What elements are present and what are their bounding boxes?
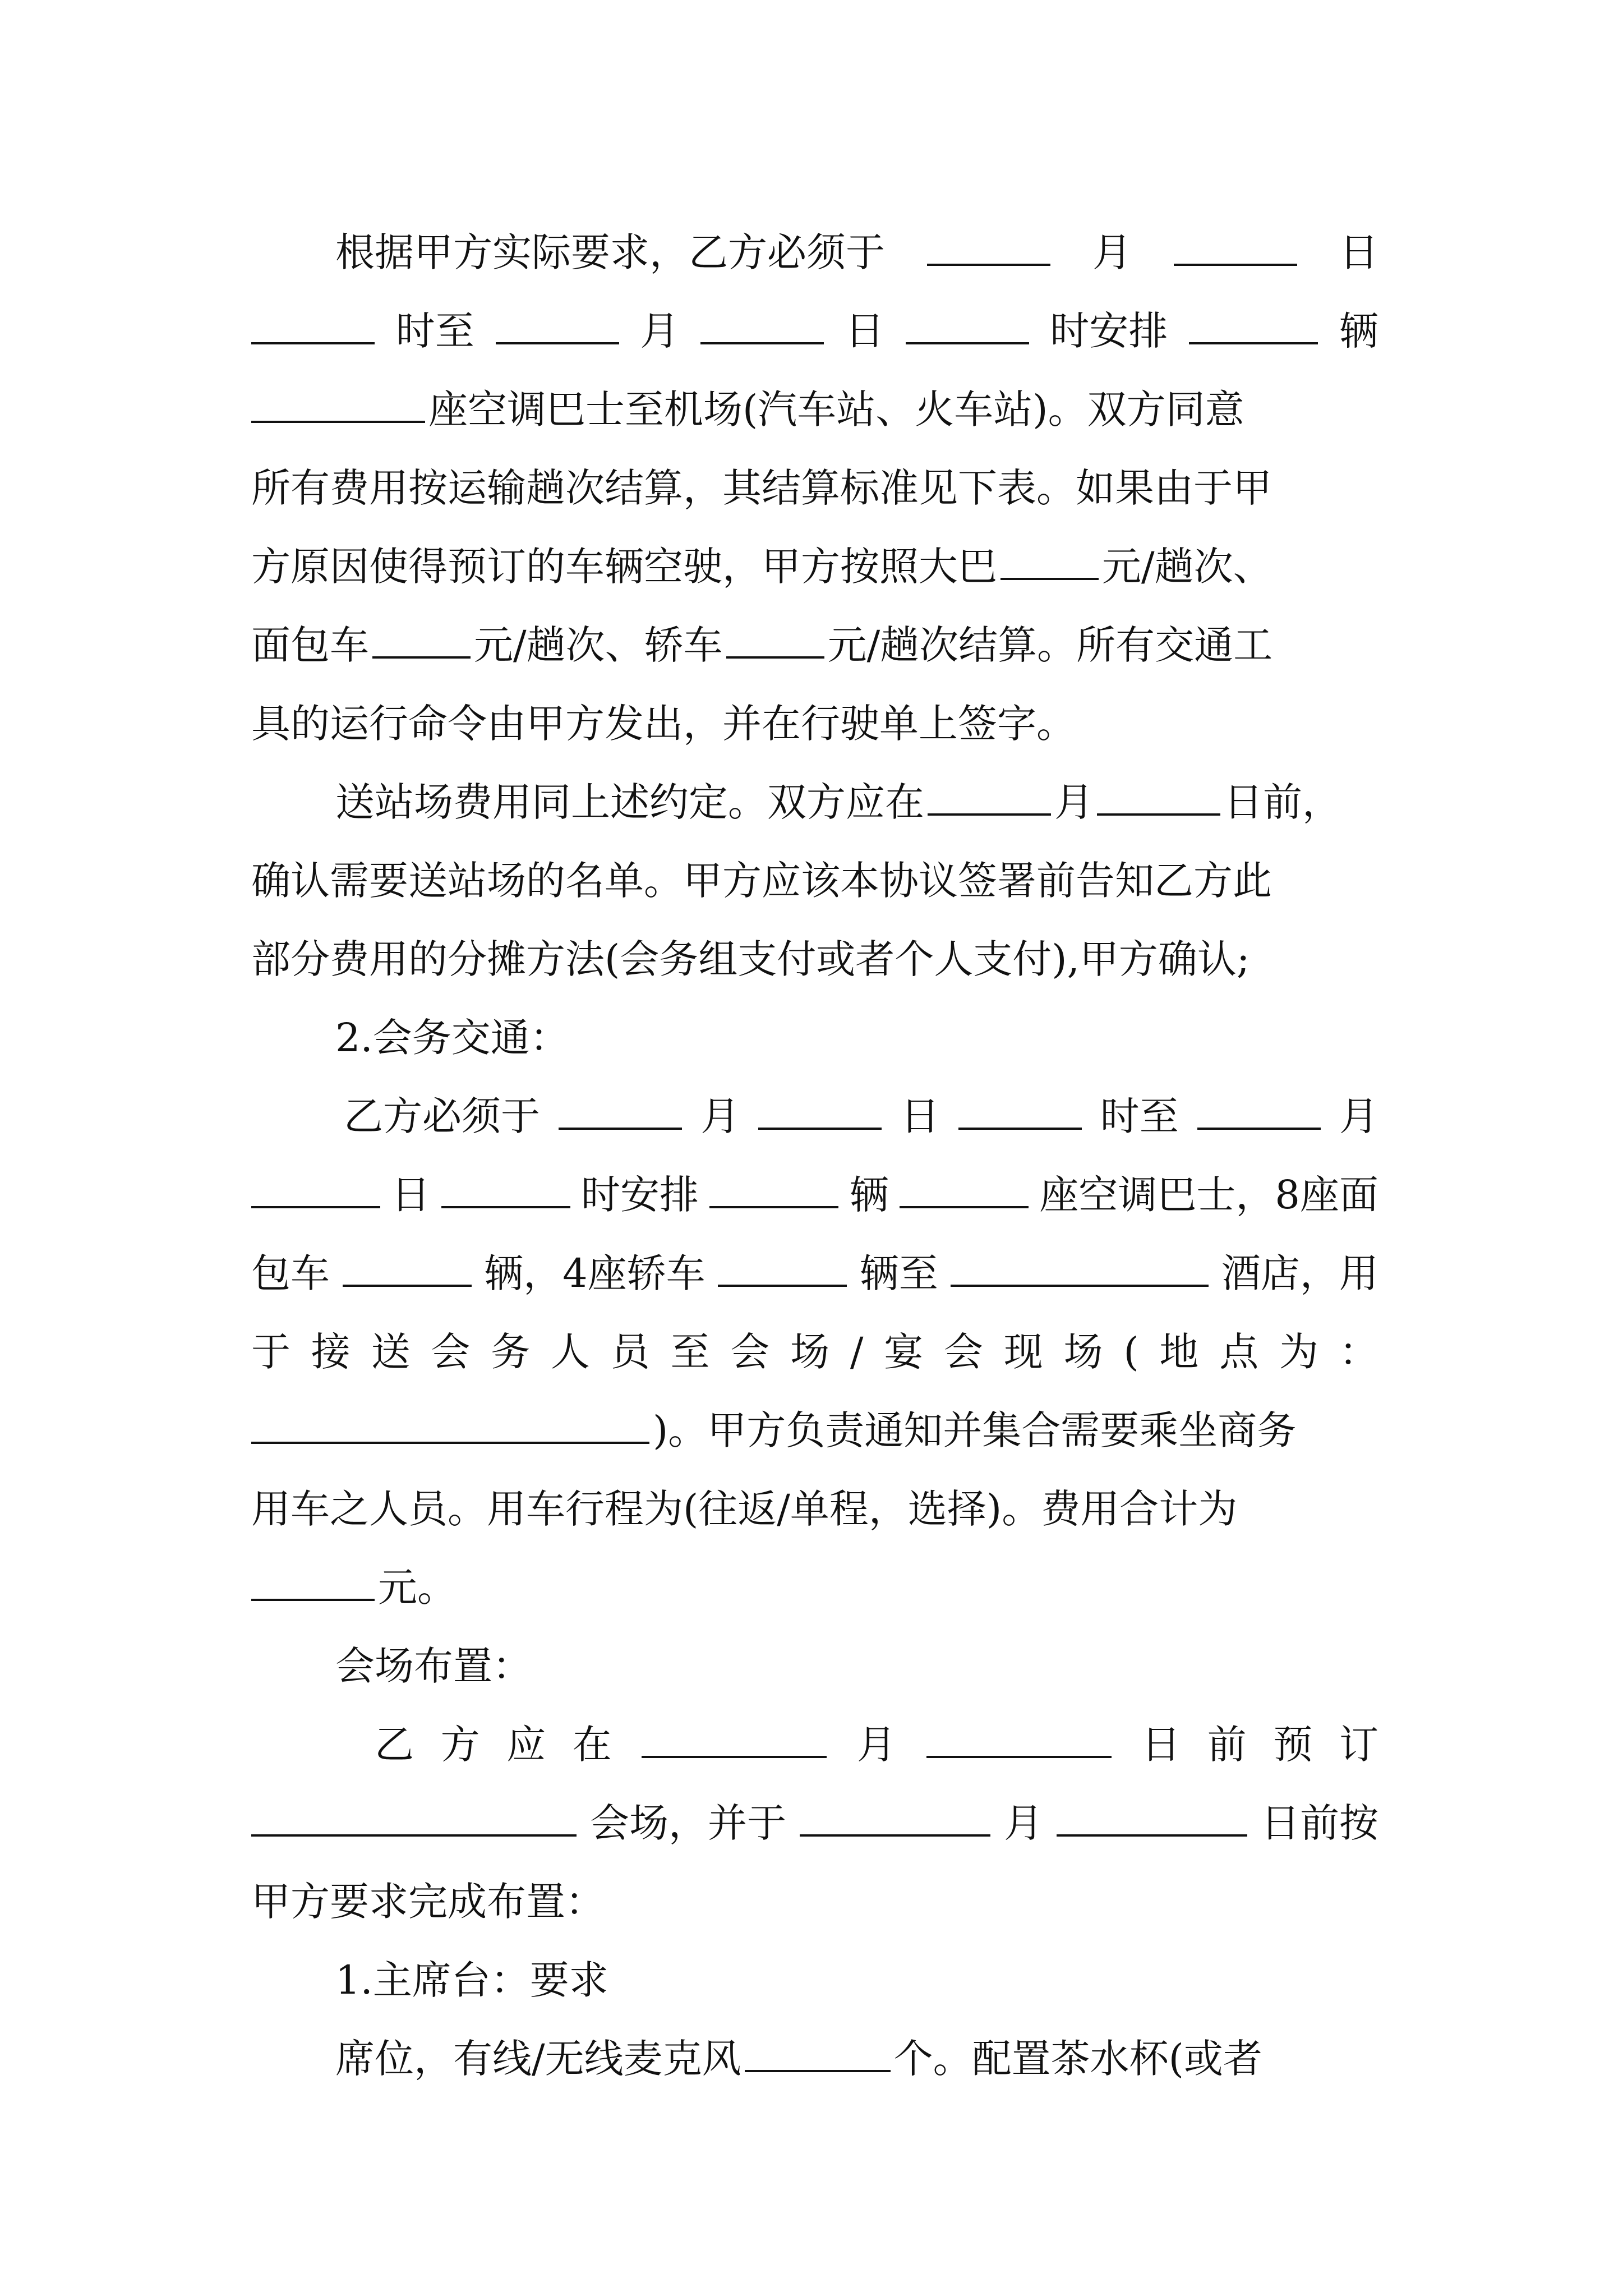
fill-blank[interactable]	[745, 2035, 891, 2072]
fill-blank[interactable]	[496, 307, 619, 344]
text-run: 预	[1273, 1722, 1313, 1768]
p1-line-2	[251, 292, 1378, 370]
fill-blank[interactable]	[251, 1171, 380, 1208]
text-run: 元/趟次、	[1102, 544, 1272, 590]
text-run: 现	[1003, 1329, 1043, 1375]
text-run: 应	[506, 1722, 546, 1768]
p3-line-3	[251, 1234, 1378, 1313]
p2-line-1	[251, 763, 1378, 841]
p3-line-2	[251, 1156, 1378, 1234]
text-run: 月	[856, 1722, 896, 1768]
fill-blank[interactable]	[1174, 228, 1297, 266]
text-run: 订	[1339, 1722, 1378, 1768]
text-run: 元。	[378, 1565, 457, 1611]
text-run: 辆，4座轿车	[484, 1250, 706, 1296]
text-run: 在	[572, 1722, 612, 1768]
text-run: 时至	[395, 308, 474, 354]
text-run: 时安排	[1050, 308, 1168, 354]
text-run: 月	[1092, 229, 1132, 275]
text-run: 员	[610, 1329, 650, 1375]
text-run: 会	[730, 1329, 770, 1375]
text-run: 日前，	[1224, 779, 1341, 825]
fill-blank[interactable]	[726, 621, 824, 659]
p1-line-4	[251, 449, 1378, 527]
text-run: 具的运行命令由甲方发出，并在行驶单上签字。	[251, 701, 1076, 747]
text-run: /	[850, 1329, 864, 1375]
fill-blank[interactable]	[700, 307, 824, 344]
text-run: 包车	[251, 1250, 330, 1296]
fill-blank[interactable]	[900, 1171, 1029, 1208]
fill-blank[interactable]	[251, 1563, 375, 1601]
text-run: 月	[1339, 1093, 1378, 1139]
fill-blank[interactable]	[1197, 1092, 1321, 1130]
text-run: 务	[491, 1329, 531, 1375]
fill-blank[interactable]	[758, 1092, 882, 1130]
text-run: )。甲方负责通知并集合需要乘坐商务	[653, 1407, 1297, 1453]
text-run: 元/趟次、轿车	[474, 622, 723, 668]
p3-line-5	[251, 1391, 1378, 1470]
fill-blank[interactable]	[718, 1249, 847, 1287]
text-run: 甲方要求完成布置：	[251, 1879, 605, 1925]
section-heading	[251, 999, 1378, 1077]
item-1-heading	[251, 1941, 1378, 2019]
text-run: 场	[1063, 1329, 1103, 1375]
text-run: 面包车	[251, 622, 369, 668]
p1-line-3	[251, 370, 1378, 449]
text-run: 月	[1004, 1800, 1043, 1846]
text-run: (	[1123, 1329, 1139, 1375]
p4-line-2	[251, 1784, 1378, 1862]
text-run: 前	[1207, 1722, 1247, 1768]
text-run: 用车之人员。用车行程为(往返/单程，选择)。费用合计为	[251, 1486, 1238, 1532]
text-run: 确认需要送站场的名单。甲方应该本协议签署前告知乙方此	[251, 858, 1272, 904]
text-run: 月	[640, 308, 680, 354]
text-run: 辆	[849, 1172, 889, 1218]
text-run: 时至	[1100, 1093, 1179, 1139]
fill-blank[interactable]	[928, 778, 1051, 816]
text-run: 人	[550, 1329, 590, 1375]
p5-line-1	[251, 2019, 1378, 2098]
p2-line-3	[251, 920, 1378, 999]
text-run: 日	[900, 1093, 940, 1139]
fill-blank[interactable]	[1189, 307, 1318, 344]
text-run: 日	[845, 308, 884, 354]
text-run: 时安排	[581, 1172, 699, 1218]
fill-blank[interactable]	[951, 1249, 1209, 1287]
text-run: 座空调巴士至机场(汽车站、火车站)。双方同意	[428, 386, 1244, 432]
p1-line-6	[251, 606, 1378, 684]
fill-blank[interactable]	[251, 385, 425, 423]
text-run: 日	[1339, 229, 1378, 275]
heading-text: 会场布置：	[335, 1643, 532, 1689]
text-run: 部分费用的分摊方法(会务组支付或者个人支付),甲方确认;	[251, 936, 1250, 982]
text-run: 辆	[1339, 308, 1378, 354]
text-run: 地	[1159, 1329, 1199, 1375]
fill-blank[interactable]	[1097, 778, 1220, 816]
p3-line-6	[251, 1470, 1378, 1548]
venue-heading	[251, 1627, 1378, 1705]
p4-line-1	[251, 1705, 1378, 1784]
text-run: 席位，有线/无线麦克风	[335, 2036, 741, 2082]
fill-blank[interactable]	[800, 1799, 990, 1837]
text-run: 月	[700, 1093, 740, 1139]
fill-blank[interactable]	[709, 1171, 838, 1208]
text-run: 辆至	[859, 1250, 938, 1296]
text-run: 场	[790, 1329, 830, 1375]
fill-blank[interactable]	[927, 228, 1050, 266]
fill-blank[interactable]	[642, 1720, 827, 1758]
text-run: 会场，并于	[590, 1800, 786, 1846]
p1-line-5	[251, 527, 1378, 606]
heading-text: 1.主席台：要求	[335, 1957, 608, 2003]
text-run: 会	[431, 1329, 471, 1375]
text-run: 元/趟次结算。所有交通工	[827, 622, 1273, 668]
text-run: 根据甲方实际要求，乙方必须于	[335, 229, 885, 275]
text-run: 送站场费用同上述约定。双方应在	[335, 779, 924, 825]
p2-line-2	[251, 841, 1378, 920]
fill-blank[interactable]	[1057, 1799, 1247, 1837]
text-run: 所有费用按运输趟次结算，其结算标准见下表。如果由于甲	[251, 465, 1272, 511]
text-run: 接	[311, 1329, 351, 1375]
fill-blank[interactable]	[251, 1406, 649, 1444]
text-run: 于	[251, 1329, 291, 1375]
text-run: 酒店，用	[1221, 1250, 1378, 1296]
fill-blank[interactable]	[251, 1799, 577, 1837]
fill-blank[interactable]	[1000, 542, 1099, 580]
text-run: 乙方必须于	[344, 1093, 540, 1139]
text-run: 方	[440, 1722, 480, 1768]
text-run: 宴	[884, 1329, 924, 1375]
text-run: 方原因使得预订的车辆空驶，甲方按照大巴	[251, 544, 997, 590]
p4-line-3	[251, 1862, 1378, 1941]
text-run: 个。配置茶水杯(或者	[893, 2036, 1262, 2082]
p1-line-7	[251, 684, 1378, 763]
fill-blank[interactable]	[372, 621, 471, 659]
text-run: 月	[1054, 779, 1094, 825]
text-run: 点	[1219, 1329, 1259, 1375]
text-run: 会	[943, 1329, 983, 1375]
text-run: 日前按	[1261, 1800, 1378, 1846]
text-run: 日	[1141, 1722, 1181, 1768]
text-run: 至	[670, 1329, 710, 1375]
fill-blank[interactable]	[441, 1171, 570, 1208]
p1-line-1	[251, 213, 1378, 292]
p3-line-1	[251, 1077, 1378, 1156]
fill-blank[interactable]	[926, 1720, 1112, 1758]
fill-blank[interactable]	[251, 307, 375, 344]
text-run: 乙	[375, 1722, 414, 1768]
heading-text: 2.会务交通：	[335, 1015, 569, 1061]
p3-line-4	[251, 1313, 1378, 1391]
fill-blank[interactable]	[559, 1092, 682, 1130]
text-run: 日	[391, 1172, 431, 1218]
fill-blank[interactable]	[906, 307, 1029, 344]
text-run: 为	[1279, 1329, 1318, 1375]
fill-blank[interactable]	[343, 1249, 472, 1287]
text-run: ：	[1339, 1329, 1378, 1375]
text-run: 送	[371, 1329, 411, 1375]
fill-blank[interactable]	[958, 1092, 1082, 1130]
text-run: 座空调巴士，8座面	[1039, 1172, 1378, 1218]
p3-line-7	[251, 1548, 1378, 1627]
